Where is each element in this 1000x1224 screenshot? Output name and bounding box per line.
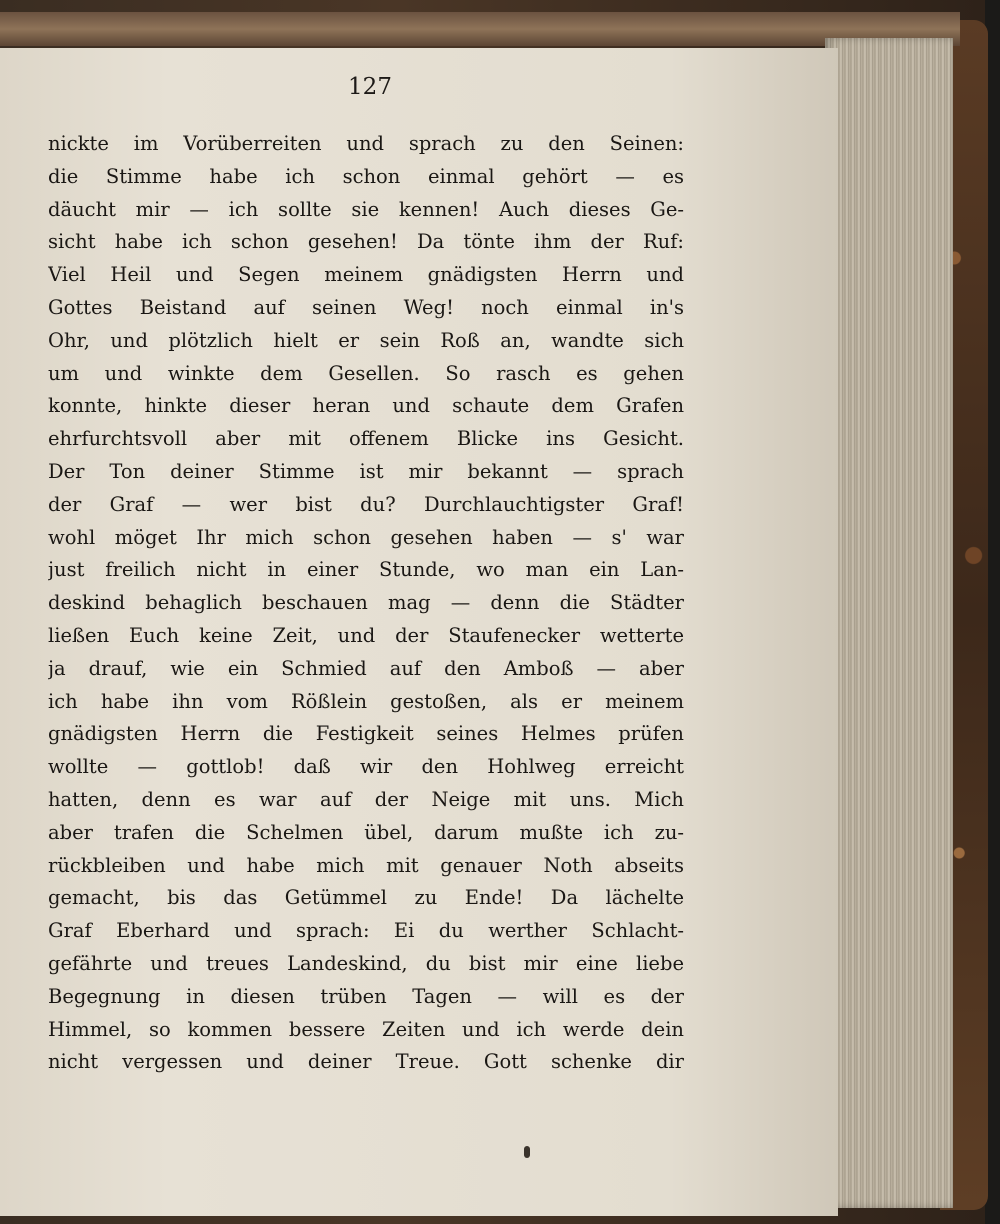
text-line: wohl möget Ihr mich schon gesehen haben — s' war [48, 525, 684, 549]
book-top-edge [0, 12, 960, 46]
text-line: um und winkte dem Gesellen. So rasch es gehen [48, 361, 684, 385]
text-line: der Graf — wer bist du? Durchlauchtigster Graf! [48, 492, 684, 516]
text-line: gemacht, bis das Getümmel zu Ende! Da lächelte [48, 886, 684, 910]
text-line: sicht habe ich schon gesehen! Da tönte ihm der Ruf: [48, 230, 684, 254]
text-line: wollte — gottlob! daß wir den Hohlweg erreicht [48, 755, 684, 779]
text-line: aber trafen die Schelmen übel, darum mußte ich zu- [48, 820, 684, 844]
ink-mark [524, 1146, 530, 1158]
text-line: rückbleiben und habe mich mit genauer Noth abseits [48, 853, 684, 877]
text-line: Ohr, und plötzlich hielt er sein Roß an, wandte sich [48, 328, 684, 352]
text-line: Der Ton deiner Stimme ist mir bekannt — sprach [48, 459, 684, 483]
text-line: Graf Eberhard und sprach: Ei du werther Schlacht- [48, 919, 684, 943]
text-line: ich habe ihn vom Rößlein gestoßen, als er meinem [48, 689, 684, 713]
text-line: däucht mir — ich sollte sie kennen! Auch dieses Ge- [48, 197, 684, 221]
text-line: just freilich nicht in einer Stunde, wo man ein Lan- [48, 558, 684, 582]
text-line: die Stimme habe ich schon einmal gehört — es [48, 164, 684, 188]
text-line: Himmel, so kommen bessere Zeiten und ich werde dein [48, 1017, 684, 1041]
text-line: ehrfurchtsvoll aber mit offenem Blicke ins Gesicht. [48, 427, 684, 451]
text-line: deskind behaglich beschauen mag — denn die Städter [48, 591, 684, 615]
page-number: 127 [348, 74, 392, 100]
text-line: Begegnung in diesen trüben Tagen — will es der [48, 984, 684, 1008]
text-line: gnädigsten Herrn die Festigkeit seines Helmes prüfen [48, 722, 684, 746]
text-line: ja drauf, wie ein Schmied auf den Amboß — aber [48, 656, 684, 680]
text-line: nickte im Vorüberreiten und sprach zu den Seinen: [48, 132, 684, 155]
text-line: hatten, denn es war auf der Neige mit uns. Mich [48, 787, 684, 811]
text-line: ließen Euch keine Zeit, und der Staufenecker wetterte [48, 623, 684, 647]
text-line: Gottes Beistand auf seinen Weg! noch einmal in's [48, 295, 684, 319]
text-line: nicht vergessen und deiner Treue. Gott schenke dir [48, 1050, 684, 1074]
page-text [48, 128, 684, 1079]
text-line: Viel Heil und Segen meinem gnädigsten Herrn und [48, 263, 684, 287]
page-block-edges [825, 38, 953, 1208]
text-line: gefährte und treues Landeskind, du bist mir eine liebe [48, 951, 684, 975]
text-line: konnte, hinkte dieser heran und schaute dem Grafen [48, 394, 684, 418]
